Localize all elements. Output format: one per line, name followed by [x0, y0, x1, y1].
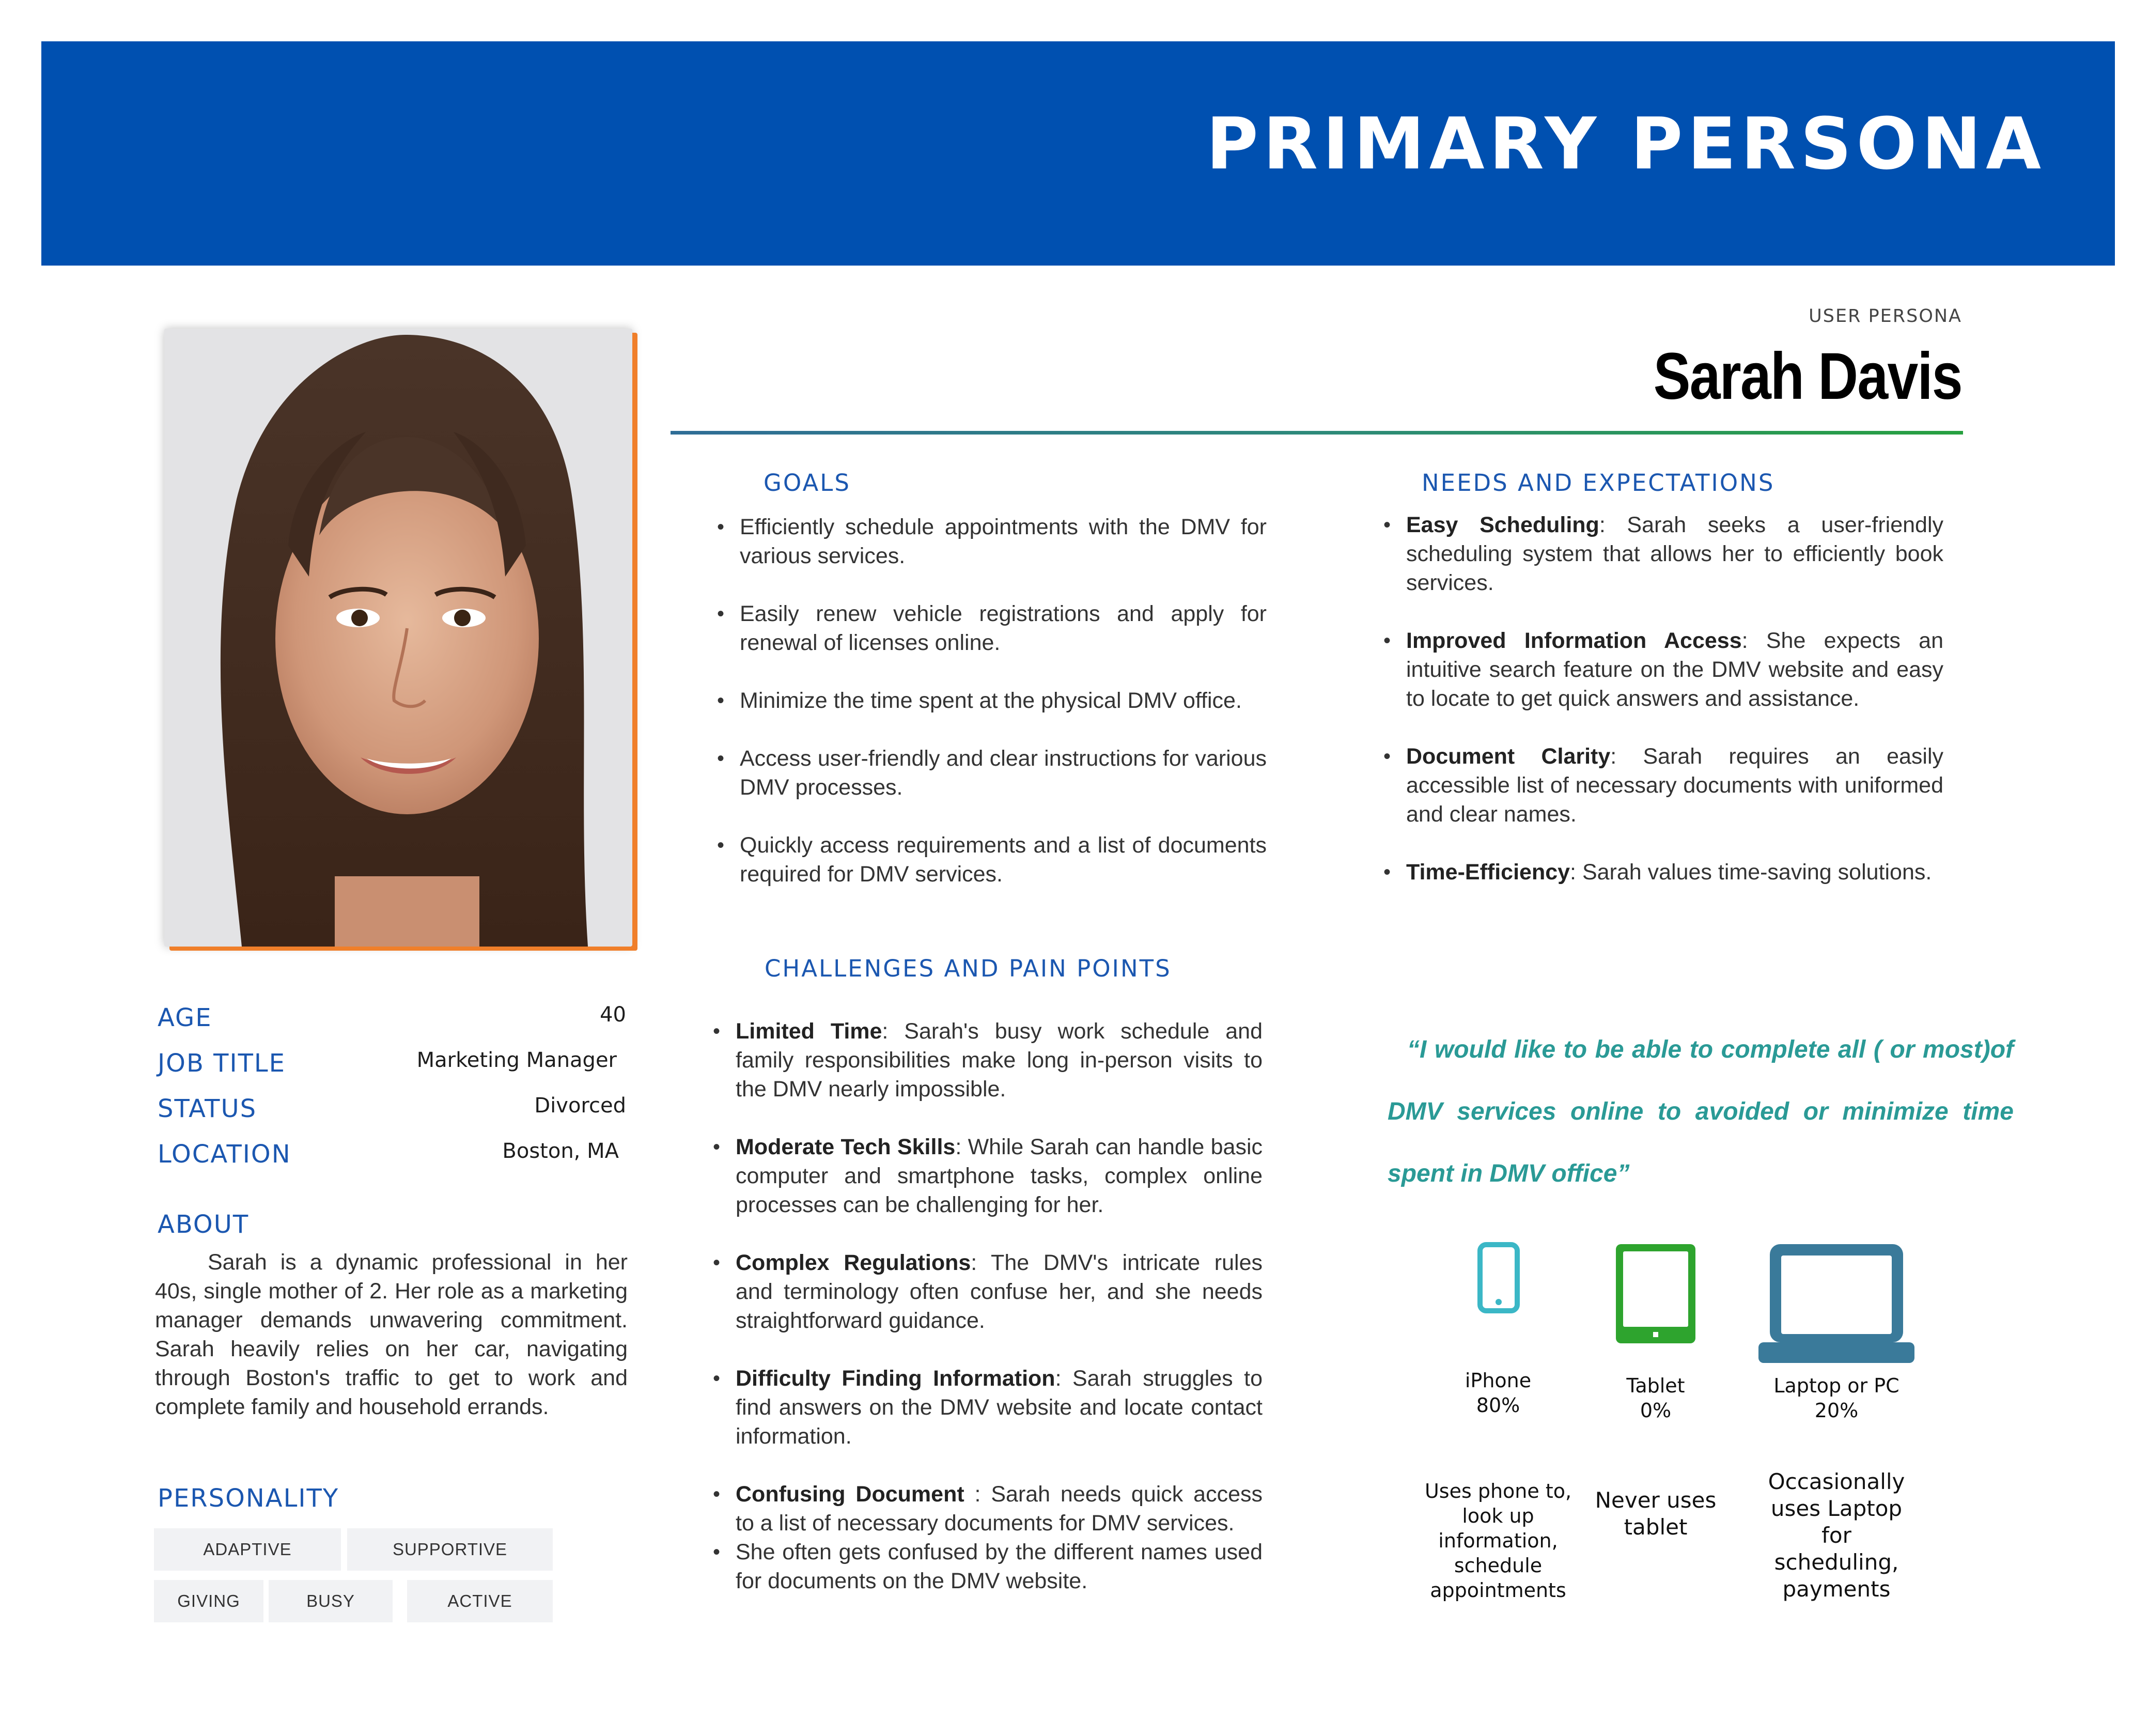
- persona-kicker: USER PERSONA: [1809, 306, 1962, 327]
- list-item: • Improved Information Access: She expects an intuitive search feature on the DMV website and easy to locate to get quick answers and assistance.: [1383, 628, 1943, 711]
- age-label: AGE: [158, 1003, 212, 1032]
- list-item: • She often gets confused by the different names used for documents on the DMV website.: [713, 1540, 1263, 1593]
- trait-chip-active: ACTIVE: [407, 1580, 553, 1622]
- phone-icon: [1477, 1242, 1520, 1313]
- list-item: • Difficulty Finding Information: Sarah struggles to find answers on the DMV website and locate contact information.: [713, 1366, 1263, 1449]
- challenges-heading: CHALLENGES AND PAIN POINTS: [765, 955, 1172, 982]
- age-value: 40: [600, 1003, 626, 1027]
- list-item: • Efficiently schedule appointments with the DMV for various services.: [717, 515, 1267, 568]
- trait-chip-busy: BUSY: [269, 1580, 393, 1622]
- device-desc-iphone: Uses phone to, look up information, schedule appointments: [1424, 1480, 1572, 1602]
- location-label: LOCATION: [158, 1140, 291, 1169]
- about-text: Sarah is a dynamic professional in her 40s, single mother of 2. Her role as a marketing manager demands unwavering commitment. Sarah heavily relies on her car, navigating through Boston's traffic to get to work and complete family and household errands.: [155, 1250, 628, 1419]
- challenges-list: [713, 1017, 1263, 1595]
- persona-name: Sarah Davis: [1653, 339, 1962, 413]
- portrait-image: [164, 329, 632, 947]
- about-heading: ABOUT: [158, 1210, 250, 1239]
- device-label-laptop: Laptop or PC 20%: [1773, 1374, 1899, 1422]
- needs-heading: NEEDS AND EXPECTATIONS: [1422, 469, 1775, 497]
- name-divider: [671, 431, 1963, 435]
- device-desc-tablet: Never uses tablet: [1595, 1487, 1717, 1540]
- list-item: • Quickly access requirements and a list of documents required for DMV services.: [717, 833, 1267, 887]
- job-title-label: JOB TITLE: [158, 1049, 286, 1078]
- device-desc-laptop: Occasionally uses Laptop for scheduling, payments: [1768, 1469, 1905, 1602]
- list-item: • Easily renew vehicle registrations and apply for renewal of licenses online.: [717, 601, 1267, 655]
- goals-heading: GOALS: [764, 469, 851, 497]
- persona-photo: [164, 329, 632, 947]
- list-item: • Access user-friendly and clear instructions for various DMV processes.: [717, 746, 1267, 800]
- list-item: • Limited Time: Sarah's busy work schedule and family responsibilities make long in-person visits to the DMV nearly impossible.: [713, 1019, 1263, 1102]
- trait-chip-giving: GIVING: [154, 1580, 263, 1622]
- trait-chip-supportive: SUPPORTIVE: [347, 1528, 553, 1571]
- list-item: • Complex Regulations: The DMV's intricate rules and terminology often confuse her, and she needs straightforward guidance.: [713, 1250, 1263, 1333]
- location-value: Boston, MA: [502, 1139, 619, 1163]
- list-item: • Confusing Document : Sarah needs quick access to a list of necessary documents for DMV services.: [713, 1482, 1263, 1536]
- list-item: • Document Clarity: Sarah requires an easily accessible list of necessary documents with uniformed and clear names.: [1383, 744, 1944, 827]
- tablet-icon: [1614, 1242, 1698, 1345]
- list-item: • Minimize the time spent at the physical DMV office.: [717, 688, 1242, 713]
- needs-list: [1383, 510, 1944, 887]
- page-title: PRIMARY PERSONA: [1206, 102, 2046, 185]
- persona-quote: “I would like to be able to complete all ( or most)of DMV services online to avoided or minimize time spent in DMV office”: [1388, 1036, 2014, 1187]
- status-label: STATUS: [158, 1094, 257, 1123]
- device-label-tablet: Tablet 0%: [1626, 1374, 1685, 1422]
- personality-heading: PERSONALITY: [158, 1484, 339, 1513]
- job-title-value: Marketing Manager: [416, 1048, 617, 1072]
- list-item: • Time-Efficiency: Sarah values time-saving solutions.: [1383, 860, 1932, 885]
- device-label-iphone: iPhone 80%: [1465, 1369, 1532, 1417]
- goals-list: [717, 513, 1267, 889]
- laptop-icon: [1758, 1242, 1914, 1366]
- trait-chip-adaptive: ADAPTIVE: [154, 1528, 341, 1571]
- status-value: Divorced: [534, 1094, 626, 1118]
- list-item: • Easy Scheduling: Sarah seeks a user-friendly scheduling system that allows her to efficiently book services.: [1383, 513, 1943, 595]
- list-item: • Moderate Tech Skills: While Sarah can handle basic computer and smartphone tasks, complex online processes can be challenging for her.: [713, 1135, 1263, 1217]
